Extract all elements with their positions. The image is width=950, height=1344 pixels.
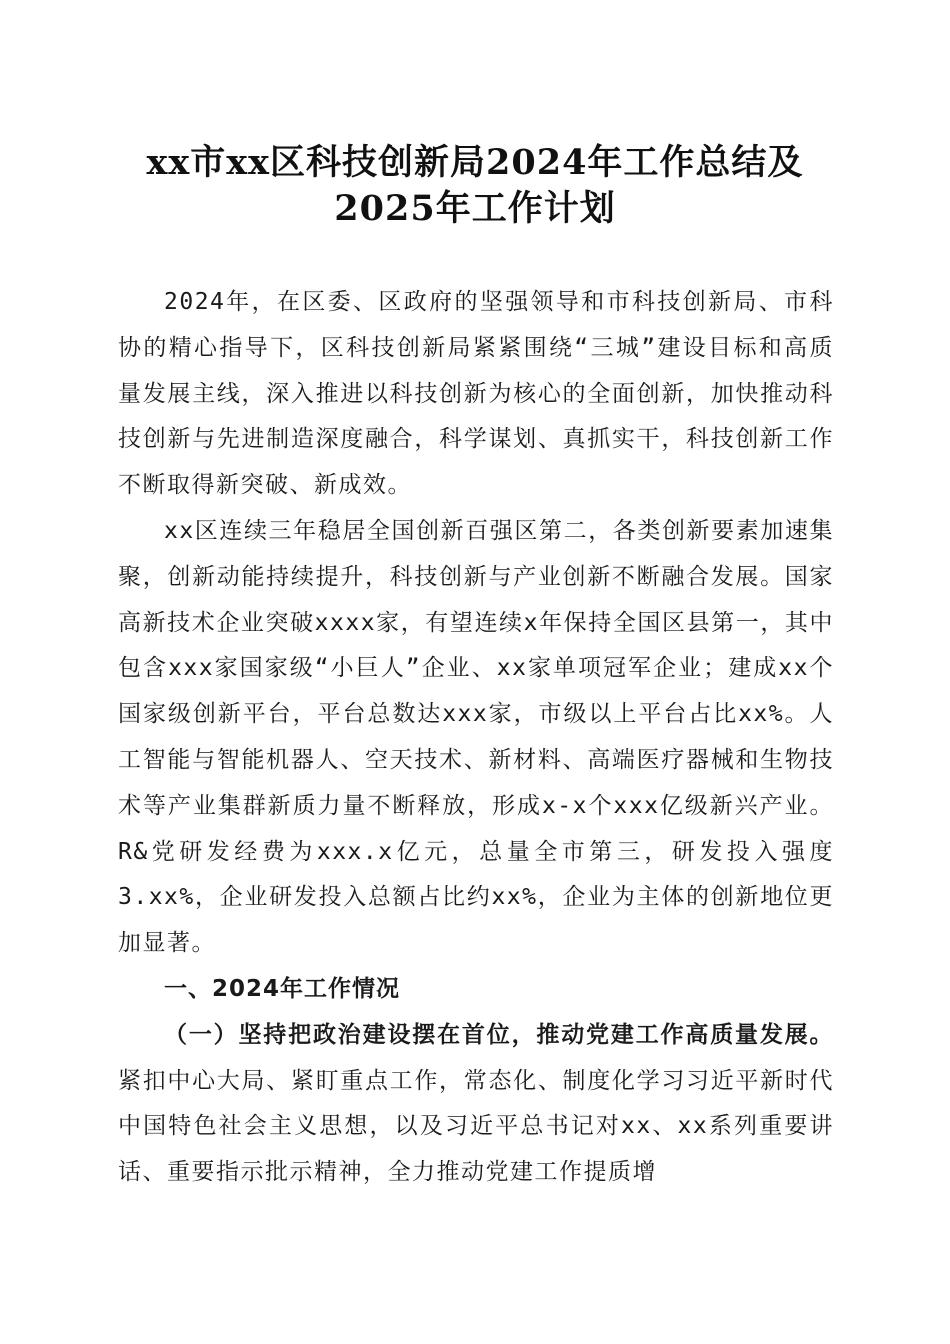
- paragraph-intro: 2024年，在区委、区政府的坚强领导和市科技创新局、市科协的精心指导下，区科技创新局紧紧围绕“三城”建设目标和高质量发展主线，深入推进以科技创新为核心的全面创新，加快推动科技创新与先进制造深度融合，科学谋划、真抓实干，科技创新工作不断取得新突破、新成效。: [118, 289, 834, 499]
- title-line-1: xx市xx区科技创新局2024年工作总结及: [146, 142, 804, 183]
- document-body: [118, 280, 834, 1196]
- section-heading: 一、2024年工作情况: [164, 975, 401, 1002]
- title-line-2: 2025年工作计划: [334, 188, 616, 229]
- paragraph-summary: xx区连续三年稳居全国创新百强区第二，各类创新要素加速集聚，创新动能持续提升，科技创新与产业创新不断融合发展。国家高新技术企业突破xxxx家，有望连续x年保持全国区县第一，其中包含xxx家国家级“小巨人”企业、xx家单项冠军企业；建成xx个国家级创新平台，平台总数达xxx家，市级以上平台占比xx%。人工智能与智能机器人、空天技术、新材料、高端医疗器械和生物技术等产业集群新质力量不断释放，形成x-x个xxx亿级新兴产业。R&党研发经费为xxx.x亿元，总量全市第三，研发投入强度3.xx%，企业研发投入总额占比约xx%，企业为主体的创新地位更加显著。: [118, 517, 834, 957]
- subsection-lead: （一）坚持把政治建设摆在首位，推动党建工作高质量发展。: [164, 1021, 834, 1048]
- subsection-paragraph: [118, 1013, 834, 1196]
- subsection-text: 紧扣中心大局、紧盯重点工作，常态化、制度化学习习近平新时代中国特色社会主义思想，以及习近平总书记对xx、xx系列重要讲话、重要指示批示精神，全力推动党建工作提质增: [118, 1067, 834, 1186]
- document-title: [100, 140, 850, 232]
